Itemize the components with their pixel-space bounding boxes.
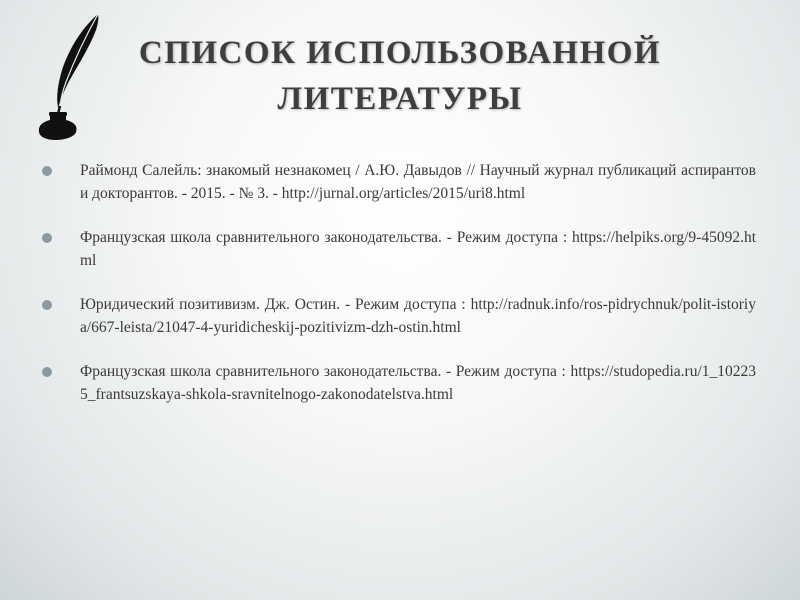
bullet-icon bbox=[42, 367, 52, 377]
reference-url[interactable]: http://jurnal.org/articles/2015/uri8.html bbox=[281, 184, 526, 202]
page-title bbox=[100, 30, 700, 122]
reference-list bbox=[40, 160, 756, 428]
reference-text: Французская школа сравнительного законодательства. - Режим доступа : https://studopedia.ru/1_102235_frantsuzskaya-shkola-sravnitelnogo-zakonodatelstva.html bbox=[80, 363, 757, 403]
reference-text: Французская школа сравнительного законодательства. - Режим доступа : https://helpiks.org/9-45092.html bbox=[80, 229, 756, 269]
bullet-icon bbox=[42, 233, 52, 243]
list-item bbox=[40, 227, 756, 272]
reference-text: Юридический позитивизм. Дж. Остин. - Режим доступа : http://radnuk.info/ros-pidrychnuk/polit-istoriya/667-leista/21047-4-yuridicheskij-pozitivizm-dzh-ostin.html bbox=[80, 296, 756, 336]
reference-url[interactable]: https://helpiks.org/9-45092.html bbox=[80, 229, 756, 269]
bullet-icon bbox=[42, 300, 52, 310]
list-item bbox=[40, 294, 756, 339]
reference-text: Раймонд Салейль: знакомый незнакомец / А.Ю. Давыдов // Научный журнал публикаций аспирантов и докторантов. - 2015. - № 3. - http://jurnal.org/articles/2015/uri8.html bbox=[80, 162, 756, 202]
title-line-2: ЛИТЕРАТУРЫ bbox=[277, 81, 523, 117]
title-line-1: СПИСОК ИСПОЛЬЗОВАННОЙ bbox=[138, 35, 662, 71]
reference-url[interactable]: http://radnuk.info/ros-pidrychnuk/polit-istoriya/667-leista/21047-4-yuridicheskij-pozitivizm-dzh-ostin.html bbox=[80, 296, 756, 336]
reference-url[interactable]: https://studopedia.ru/1_102235_frantsuzskaya-shkola-sravnitelnogo-zakonodatelstva.html bbox=[80, 363, 757, 403]
quill-inkwell-icon bbox=[36, 12, 108, 142]
bullet-icon bbox=[42, 166, 52, 176]
list-item bbox=[40, 160, 756, 205]
list-item bbox=[40, 361, 756, 406]
